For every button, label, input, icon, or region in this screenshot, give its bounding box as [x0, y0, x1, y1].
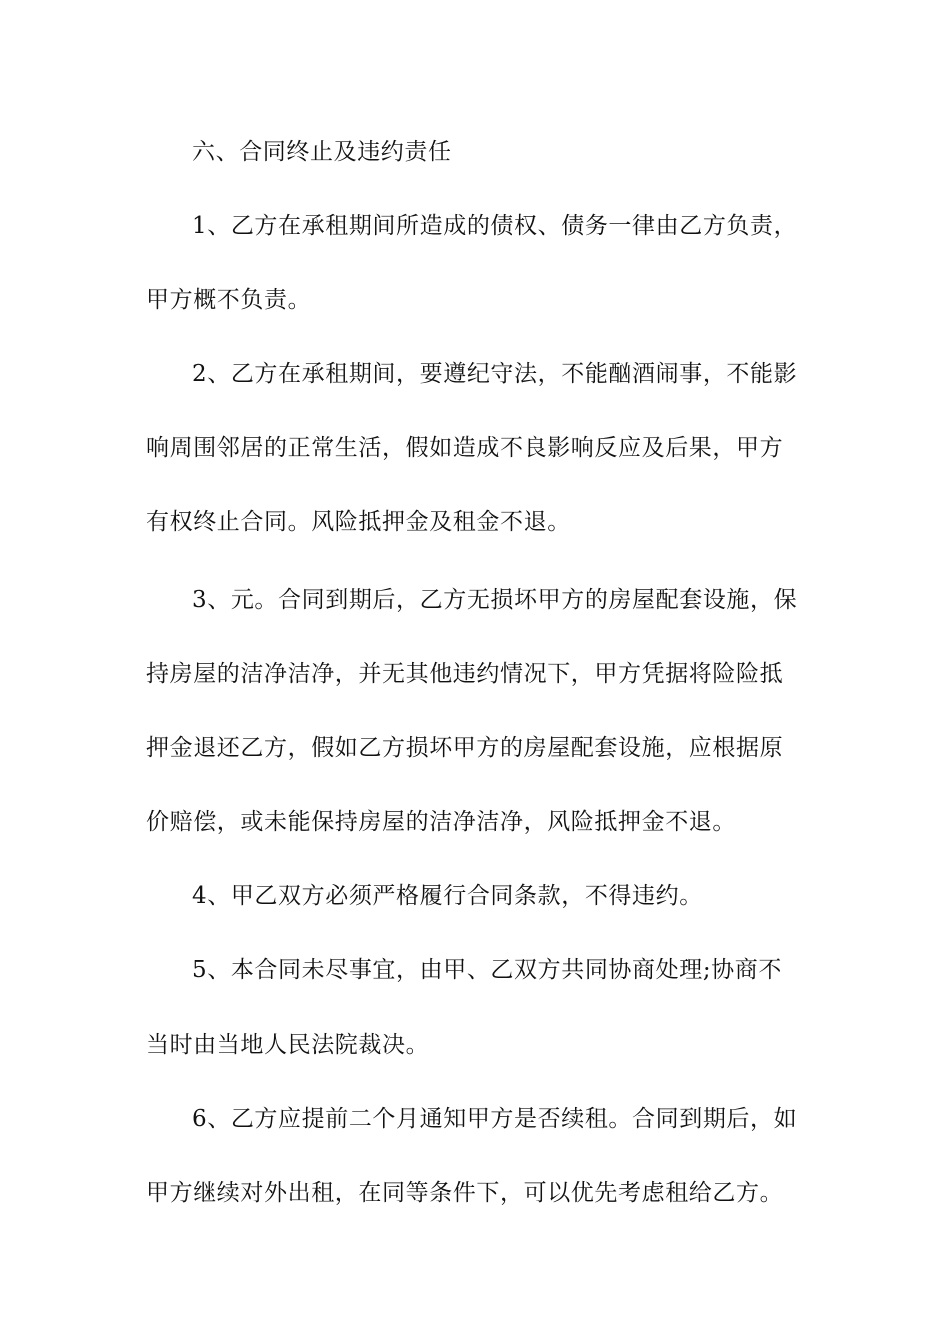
- clause-1-line-1: 1、乙方在承租期间所造成的债权、债务一律由乙方负责，: [192, 213, 798, 239]
- clause-5-line-1: 5、本合同未尽事宜，由甲、乙双方共同协商处理;协商不: [192, 957, 782, 983]
- clause-5-line-2: 当时由当地人民法院裁决。: [146, 1032, 430, 1058]
- clause-3-line-1: 3、元。合同到期后，乙方无损坏甲方的房屋配套设施，保: [192, 587, 798, 613]
- clause-2-line-3: 有权终止合同。风险抵押金及租金不退。: [146, 509, 571, 535]
- clause-3-line-2: 持房屋的洁净洁净，并无其他违约情况下，甲方凭据将险险抵: [146, 661, 784, 687]
- clause-2-line-1: 2、乙方在承租期间，要遵纪守法，不能酗酒闹事，不能影: [192, 361, 798, 387]
- clause-2-line-2: 响周围邻居的正常生活，假如造成不良影响反应及后果，甲方: [146, 435, 784, 461]
- clause-4-line-1: 4、甲乙双方必须严格履行合同条款，不得违约。: [192, 883, 703, 909]
- clause-3-line-4: 价赔偿，或未能保持房屋的洁净洁净，风险抵押金不退。: [146, 809, 736, 835]
- clause-1-line-2: 甲方概不负责。: [146, 287, 312, 313]
- section-heading: 六、合同终止及违约责任: [192, 139, 452, 165]
- clause-6-line-1: 6、乙方应提前二个月通知甲方是否续租。合同到期后，如: [192, 1106, 798, 1132]
- clause-3-line-3: 押金退还乙方，假如乙方损坏甲方的房屋配套设施，应根据原: [146, 735, 784, 761]
- clause-6-line-2: 甲方继续对外出租，在同等条件下，可以优先考虑租给乙方。: [146, 1180, 784, 1206]
